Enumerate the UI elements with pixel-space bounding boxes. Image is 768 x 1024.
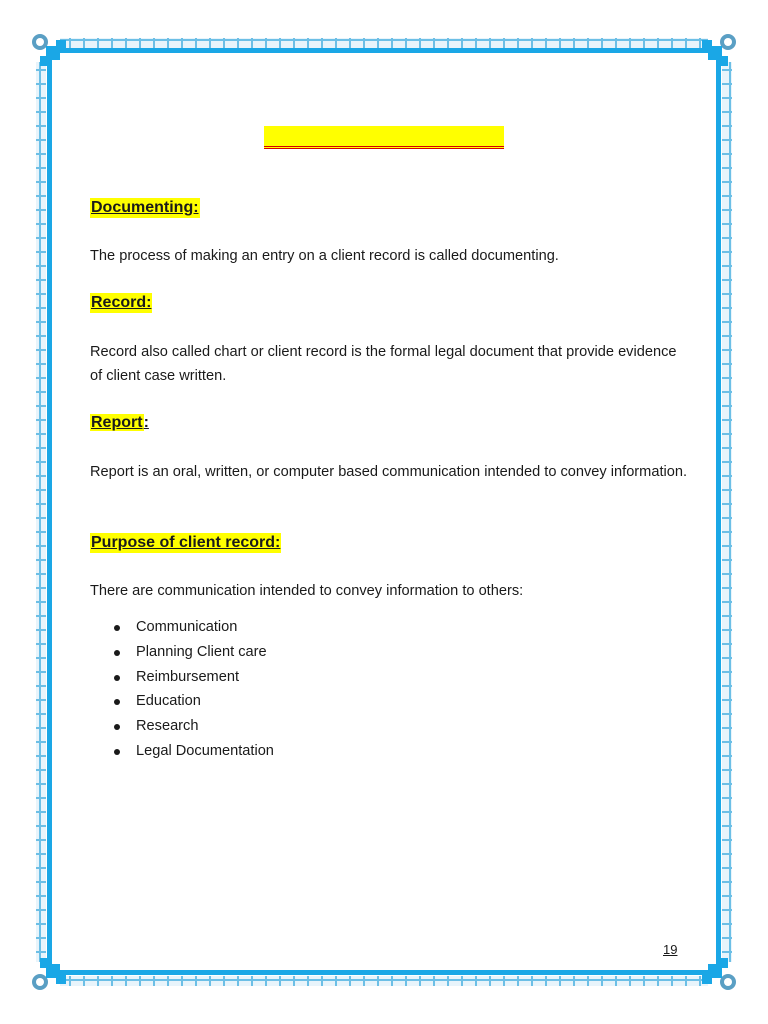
heading-documenting: Documenting: (91, 199, 199, 216)
paragraph-record: Record also called chart or client record is the formal legal document that provide evidence of client case written. (90, 344, 677, 384)
heading-report: Report (91, 414, 143, 431)
page-title-highlight (264, 126, 504, 149)
paragraph-report: Report is an oral, written, or computer based communication intended to convey information. (90, 464, 688, 480)
list-item: Legal Documentation (112, 739, 274, 764)
heading-report-colon: : (143, 414, 149, 431)
paragraph-documenting: The process of making an entry on a client record is called documenting. (90, 248, 559, 264)
page-number: 19 (663, 942, 678, 957)
heading-report-wrapper (90, 413, 149, 433)
list-item: Reimbursement (112, 665, 274, 690)
list-item: Planning Client care (112, 640, 274, 665)
heading-purpose: Purpose of client record: (91, 534, 281, 551)
list-item: Communication (112, 615, 274, 640)
heading-record: Record: (91, 294, 152, 311)
purpose-bullet-list (112, 615, 274, 764)
paragraph-purpose: There are communication intended to convey information to others: (90, 583, 524, 599)
list-item: Education (112, 689, 274, 714)
list-item: Research (112, 714, 274, 739)
